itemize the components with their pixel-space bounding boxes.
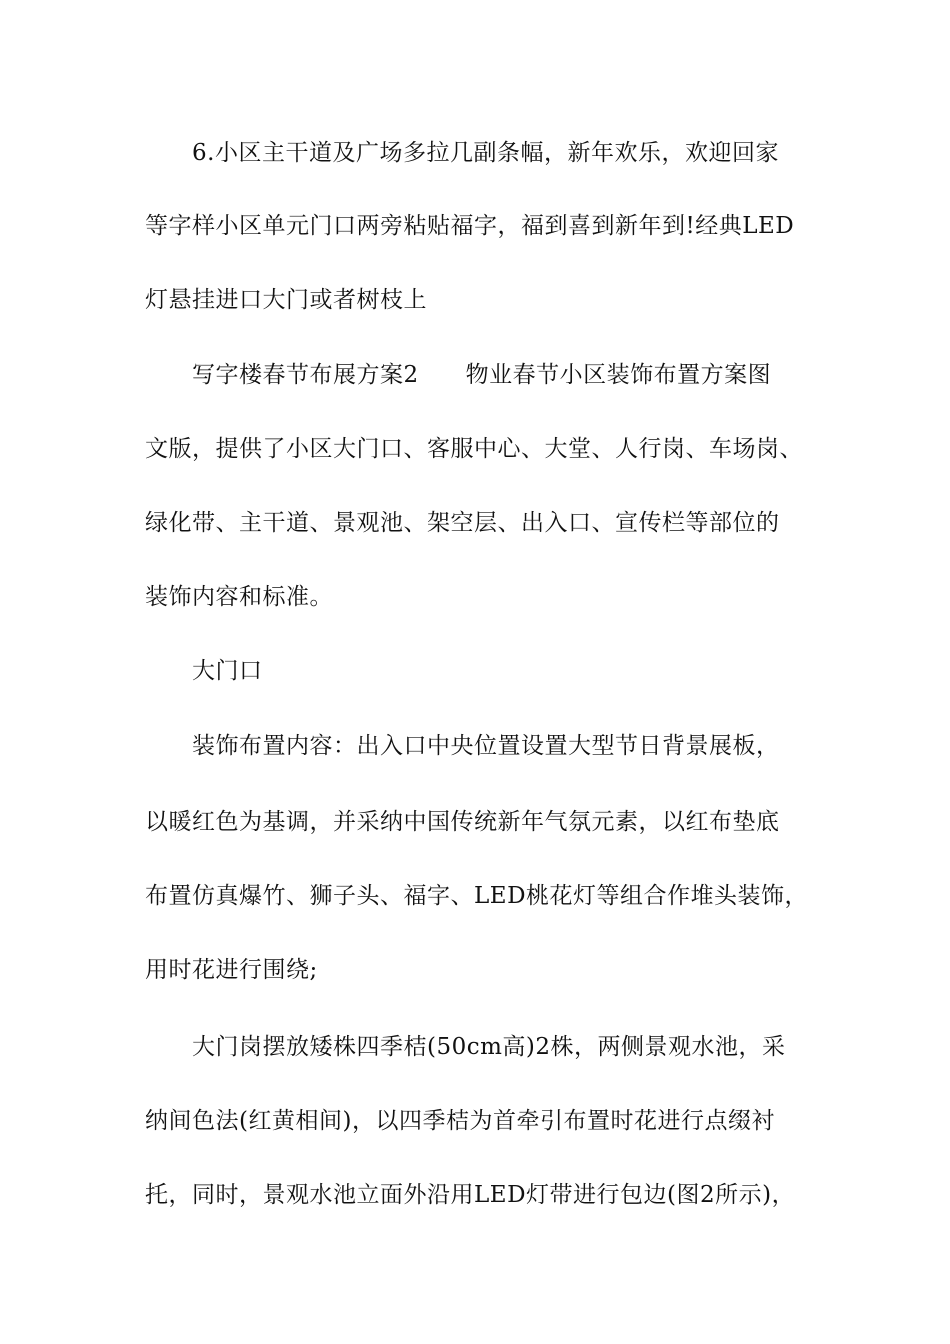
text-line: 布置仿真爆竹、狮子头、福字、LED桃花灯等组合作堆头装饰， — [145, 883, 809, 909]
text-line: 文版，提供了小区大门口、客服中心、大堂、人行岗、车场岗、 — [145, 436, 803, 462]
section-heading: 大门口 — [192, 658, 263, 684]
text-line: 大门岗摆放矮株四季桔(50cm高)2株，两侧景观水池，采 — [192, 1034, 786, 1060]
text-line: 写字楼春节布展方案2 物业春节小区装饰布置方案图 — [192, 362, 772, 388]
text-line: 以暖红色为基调，并采纳中国传统新年气氛元素，以红布垫底 — [145, 809, 780, 835]
text-line: 装饰内容和标准。 — [145, 584, 333, 610]
text-line: 纳间色法(红黄相间)，以四季桔为首牵引布置时花进行点缀衬 — [145, 1108, 775, 1134]
text-line: 绿化带、主干道、景观池、架空层、出入口、宣传栏等部位的 — [145, 510, 780, 536]
text-line: 灯悬挂进口大门或者树枝上 — [145, 287, 427, 313]
text-line: 6.小区主干道及广场多拉几副条幅，新年欢乐，欢迎回家 — [192, 140, 779, 166]
text-line: 等字样小区单元门口两旁粘贴福字，福到喜到新年到!经典LED — [145, 213, 795, 239]
text-line: 托，同时，景观水池立面外沿用LED灯带进行包边(图2所示)， — [145, 1182, 796, 1208]
text-line: 用时花进行围绕; — [145, 957, 318, 983]
text-line: 装饰布置内容：出入口中央位置设置大型节日背景展板， — [192, 733, 780, 759]
